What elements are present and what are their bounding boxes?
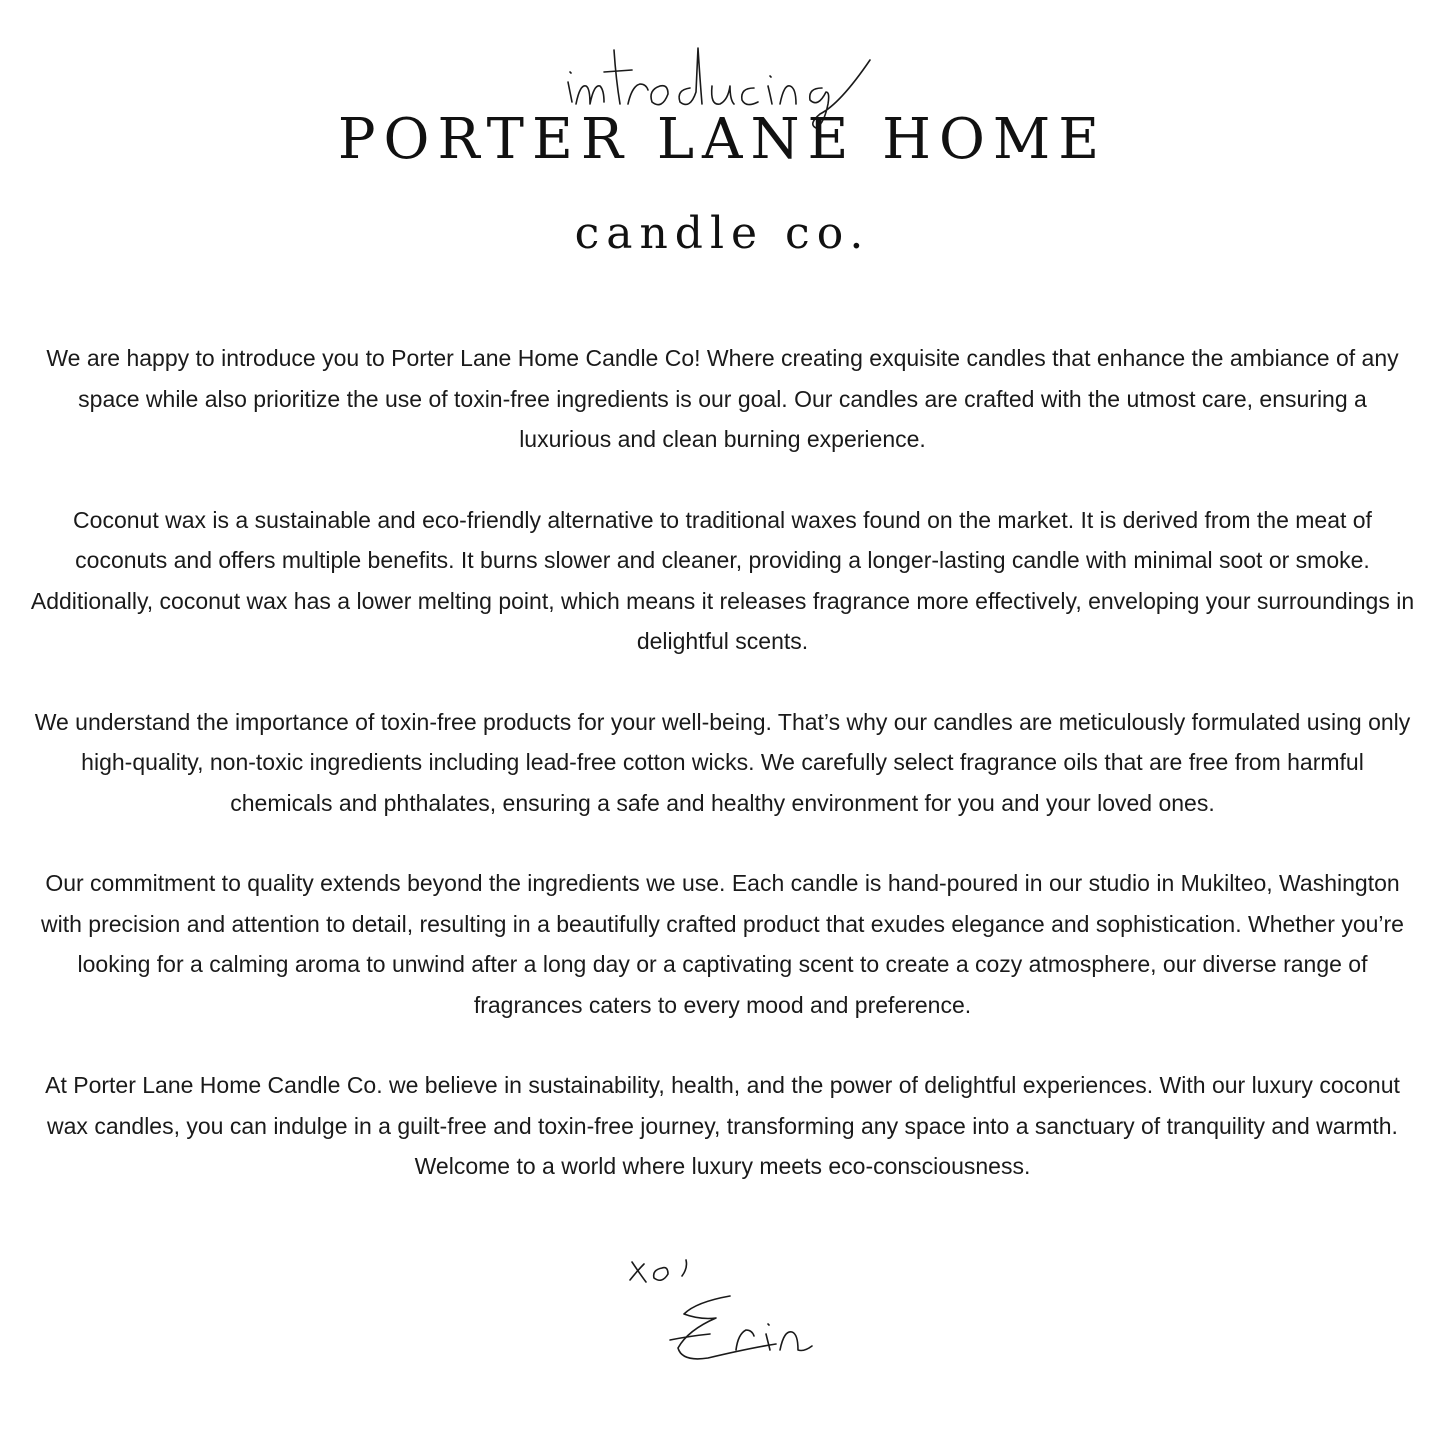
paragraph-intro: We are happy to introduce you to Porter Lane Home Candle Co! Where creating exquisite candles that enhance the ambiance of any space while also prioritize the use of toxin-free ingredients is our goal. Our candles are crafted with the utmost care, ensuring a luxurious and clean burning experience. [46,345,1399,452]
brand-title: PORTER LANE HOME [337,107,1108,172]
brand-subtitle: candle co. [574,208,871,259]
paragraph-coconut-wax: Coconut wax is a sustainable and eco-friendly alternative to traditional waxes found on the market. It is derived from the meat of coconuts and offers multiple benefits. It burns slower and cleaner, providing a longer-lasting candle with minimal soot or smoke. Additionally, coconut wax has a lower melting point, which means it releases fragrance more effectively, enveloping your surroundings in delightful scents. [30,506,1415,654]
paragraph-commitment: Our commitment to quality extends beyond the ingredients we use. Each candle is hand-poured in our studio in Mukilteo, Washington with precision and attention to detail, resulting in a beautifully crafted product that exudes elegance and sophistication. Whether you’re looking for a calming aroma to unwind after a long day or a captivating scent to create a cozy atmosphere, our diverse range of fragrances caters to every mood and preference. [41,870,1404,1018]
paragraph-closing: At Porter Lane Home Candle Co. we believe in sustainability, health, and the power of delightful experiences. With our luxury coconut wax candles, you can indulge in a guilt-free and toxin-free journey, transforming any space into a sanctuary of tranquility and warmth. Welcome to a world where luxury meets eco-consciousness. [45,1072,1400,1179]
paragraph-toxin-free: We understand the importance of toxin-free products for your well-being. That’s why our candles are meticulously formulated using only high-quality, non-toxic ingredients including lead-free cotton wicks. We carefully select fragrance oils that are free from harmful chemicals and phthalates, ensuring a safe and healthy environment for you and your loved ones. [34,708,1411,816]
letter-body [30,338,1415,1227]
handwritten-signature [600,1230,860,1390]
